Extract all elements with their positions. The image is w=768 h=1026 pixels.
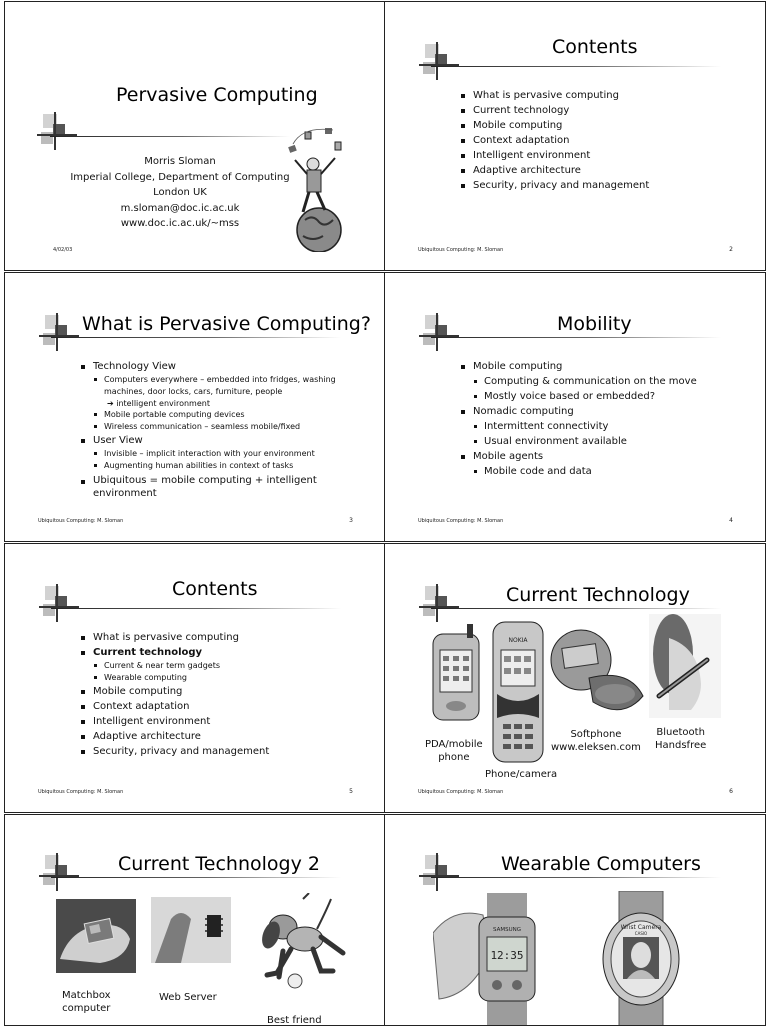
- contents-item: Security, privacy and management: [81, 744, 269, 759]
- bullet-user-view: User View: [81, 433, 341, 448]
- author-name: Morris Sloman: [144, 156, 216, 167]
- page-number: 6: [729, 788, 733, 795]
- sub-bullet: Wireless communication – seamless mobile/fixed: [94, 421, 341, 433]
- caption-web-server: Web Server: [159, 992, 217, 1003]
- title-deco-icon: [37, 112, 77, 152]
- slide-1: [4, 1, 386, 271]
- caption-phone-camera: Phone/camera: [485, 769, 558, 780]
- watch2-brand: Wrist Camera: [620, 924, 662, 931]
- title-rule: [431, 66, 721, 67]
- bluetooth-headset-image: [649, 614, 721, 718]
- contents-item: Security, privacy and management: [461, 178, 649, 193]
- slide-title: Current Technology: [506, 584, 690, 606]
- slide-footer: Ubiquitous Computing: M. Sloman: [38, 518, 124, 524]
- title-rule: [50, 136, 290, 137]
- matchbox-computer-image: [56, 899, 136, 973]
- pda-phone-image: [431, 624, 483, 722]
- robot-dog-image: [243, 893, 351, 993]
- title-rule: [431, 608, 721, 609]
- bullet-technology-view: Technology View: [81, 359, 341, 374]
- bullet-list: [81, 359, 341, 500]
- contents-item: Intelligent environment: [81, 714, 269, 729]
- watch2-brand2: CASIO: [634, 931, 648, 936]
- contents-item: What is pervasive computing: [81, 630, 269, 645]
- slide-2: [384, 1, 766, 271]
- contents-item: What is pervasive computing: [461, 88, 649, 103]
- title-deco-icon: [419, 42, 459, 82]
- sub-bullet: Computers everywhere – embedded into fridges, washing machines, door locks, cars, furniture, people: [94, 374, 341, 398]
- slide-title: Mobility: [557, 313, 632, 335]
- title-rule: [51, 877, 341, 878]
- nokia-phone-image: [491, 620, 545, 764]
- page-number: 4: [729, 517, 733, 524]
- watch1-brand: SAMSUNG: [493, 927, 521, 933]
- contents-item-current: Current technology: [81, 645, 269, 660]
- title-rule: [431, 877, 721, 878]
- title-rule: [51, 608, 341, 609]
- author-block: [65, 154, 295, 232]
- title-deco-icon: [419, 853, 459, 893]
- sub-bullet: Augmenting human abilities in context of tasks: [94, 460, 341, 472]
- slide-8: [384, 814, 766, 1026]
- bullet-mobile-agents: Mobile agents: [461, 449, 697, 464]
- page-number: 5: [349, 788, 353, 795]
- title-deco-icon: [39, 584, 79, 624]
- author-location: London UK: [153, 187, 207, 198]
- slide-7: [4, 814, 386, 1026]
- sub-bullet: Intermittent connectivity: [474, 419, 697, 434]
- author-email: m.sloman@doc.ic.ac.uk: [120, 202, 240, 214]
- title-deco-icon: [39, 853, 79, 893]
- sub-bullet: Usual environment available: [474, 434, 697, 449]
- contents-list: [81, 630, 269, 759]
- caption-best-friend: Best friend: [267, 1015, 322, 1026]
- author-affiliation: Imperial College, Department of Computing: [70, 171, 290, 183]
- title-rule: [431, 337, 721, 338]
- casio-camera-watch-image: [601, 891, 683, 1026]
- page-number: 3: [349, 517, 353, 524]
- sub-bullet: Invisible – implicit interaction with your environment: [94, 448, 341, 460]
- author-url: www.doc.ic.ac.uk/~mss: [120, 218, 240, 229]
- web-server-chip-image: [151, 897, 231, 963]
- title-deco-icon: [419, 313, 459, 353]
- slide-date: 4/02/03: [53, 247, 73, 253]
- page-number: 2: [729, 246, 733, 253]
- title-deco-icon: [419, 584, 459, 624]
- sub-bullet: Mobile code and data: [474, 464, 697, 479]
- phone-brand: NOKIA: [508, 637, 528, 644]
- sub-bullet: Mobile portable computing devices: [94, 409, 341, 421]
- samsung-watch-image: [433, 893, 545, 1025]
- slide-footer: Ubiquitous Computing: M. Sloman: [418, 789, 504, 795]
- caption-matchbox: Matchbox computer: [62, 990, 111, 1014]
- slide-4: [384, 272, 766, 542]
- contents-item: Context adaptation: [461, 133, 649, 148]
- slide-title: Wearable Computers: [501, 853, 701, 875]
- slide-title: Contents: [172, 578, 258, 600]
- caption-pda: PDA/mobile phone: [425, 739, 483, 763]
- caption-bluetooth: Bluetooth Handsfree: [655, 727, 707, 751]
- contents-list: [461, 88, 649, 193]
- contents-item: Adaptive architecture: [81, 729, 269, 744]
- sub-bullet: Computing & communication on the move: [474, 374, 697, 389]
- slide-6: [384, 543, 766, 813]
- slide-footer: Ubiquitous Computing: M. Sloman: [38, 789, 124, 795]
- contents-item: Intelligent environment: [461, 148, 649, 163]
- bullet-list: [461, 359, 697, 479]
- slide-5: [4, 543, 386, 813]
- juggler-on-globe-icon: [283, 124, 353, 252]
- sub-bullet: Current & near term gadgets: [94, 660, 269, 672]
- sub-bullet: Mostly voice based or embedded?: [474, 389, 697, 404]
- bullet-nomadic-computing: Nomadic computing: [461, 404, 697, 419]
- slide-footer: Ubiquitous Computing: M. Sloman: [418, 247, 504, 253]
- contents-item: Mobile computing: [461, 118, 649, 133]
- arrow-note: ➔ intelligent environment: [107, 399, 210, 408]
- bullet-mobile-computing: Mobile computing: [461, 359, 697, 374]
- watch1-time: 12:35: [490, 949, 524, 962]
- softphone-image: [549, 628, 645, 716]
- sub-bullet: Wearable computing: [94, 672, 269, 684]
- contents-item: Mobile computing: [81, 684, 269, 699]
- contents-item: Context adaptation: [81, 699, 269, 714]
- contents-item: Current technology: [461, 103, 649, 118]
- slide-title: Contents: [552, 36, 638, 58]
- slide-title: Pervasive Computing: [116, 84, 318, 106]
- title-deco-icon: [39, 313, 79, 353]
- title-rule: [51, 337, 341, 338]
- contents-item: Adaptive architecture: [461, 163, 649, 178]
- slide-footer: Ubiquitous Computing: M. Sloman: [418, 518, 504, 524]
- slide-title: Current Technology 2: [118, 853, 320, 875]
- bullet-ubiquitous: Ubiquitous = mobile computing + intelligent environment: [81, 474, 341, 500]
- caption-softphone: Softphone www.eleksen.com: [551, 729, 641, 753]
- slide-3: [4, 272, 386, 542]
- slide-title: What is Pervasive Computing?: [82, 313, 371, 335]
